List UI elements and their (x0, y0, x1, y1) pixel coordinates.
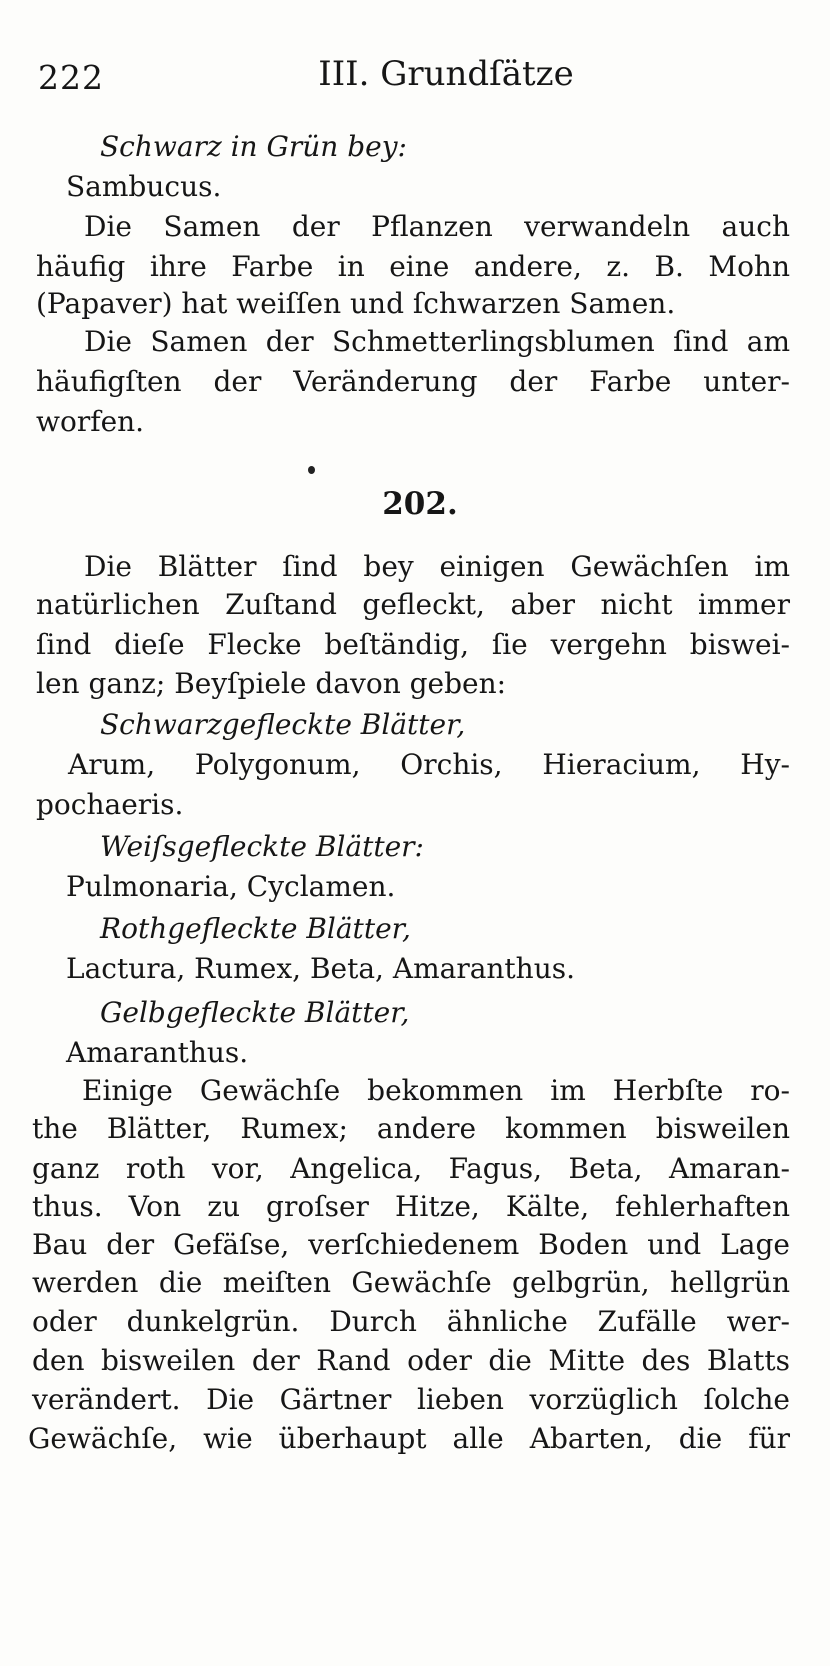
text-line: Bau der Gefäſse, verſchiedenem Boden und Lage (32, 1228, 790, 1261)
page-number: 222 (38, 58, 104, 97)
text-line: Die Blätter ſind bey einigen Gewächſen im (84, 550, 790, 583)
text-line: verändert. Die Gärtner lieben vorzüglich ſolche (32, 1383, 790, 1416)
text-line: pochaeris. (36, 788, 184, 821)
text-line: Gewächſe, wie überhaupt alle Abarten, die für (28, 1422, 790, 1455)
text-line: Amaranthus. (66, 1036, 249, 1069)
text-line: Weiſsgefleckte Blätter: (100, 830, 424, 863)
text-line: natürlichen Zuſtand gefleckt, aber nicht immer (36, 588, 790, 621)
text-line: Rothgefleckte Blätter, (100, 912, 411, 945)
text-line: Gelbgefleckte Blätter, (100, 996, 410, 1029)
section-number: 202. (382, 486, 458, 522)
text-line: (Papaver) hat weiſſen und ſchwarzen Samen. (36, 287, 676, 320)
text-line: häufigſten der Veränderung der Farbe unter- (36, 365, 790, 398)
text-line: thus. Von zu groſser Hitze, Kälte, fehlerhaften (32, 1190, 790, 1223)
text-line: ſind dieſe Flecke beſtändig, ſie vergehn biswei- (36, 628, 790, 661)
text-line: Lactura, Rumex, Beta, Amaranthus. (66, 952, 576, 985)
text-line: Schwarz in Grün bey: (100, 130, 407, 163)
text-line: Die Samen der Pflanzen verwandeln auch (84, 210, 790, 243)
text-line: Pulmonaria, Cyclamen. (66, 870, 396, 903)
text-line: häufig ihre Farbe in eine andere, z. B. Mohn (36, 250, 790, 283)
ink-speck (308, 466, 315, 474)
text-line: ganz roth vor, Angelica, Fagus, Beta, Amaran- (32, 1152, 790, 1185)
text-line: werden die meiſten Gewächſe gelbgrün, hellgrün (32, 1266, 790, 1299)
text-line: len ganz; Beyſpiele davon geben: (36, 667, 507, 700)
text-line: Einige Gewächſe bekommen im Herbſte ro- (82, 1074, 790, 1107)
text-line: Sambucus. (66, 170, 222, 203)
text-line: worfen. (36, 405, 145, 438)
text-line: oder dunkelgrün. Durch ähnliche Zufälle wer- (32, 1305, 790, 1338)
running-head: III. Grundſätze (318, 54, 574, 94)
text-line: the Blätter, Rumex; andere kommen bisweilen (32, 1112, 790, 1145)
text-line: Die Samen der Schmetterlingsblumen ſind am (84, 325, 790, 358)
text-line: Arum, Polygonum, Orchis, Hieracium, Hy- (68, 748, 790, 781)
text-line: Schwarzgefleckte Blätter, (100, 708, 466, 741)
text-line: den bisweilen der Rand oder die Mitte des Blatts (32, 1344, 790, 1377)
page-header (36, 52, 796, 102)
